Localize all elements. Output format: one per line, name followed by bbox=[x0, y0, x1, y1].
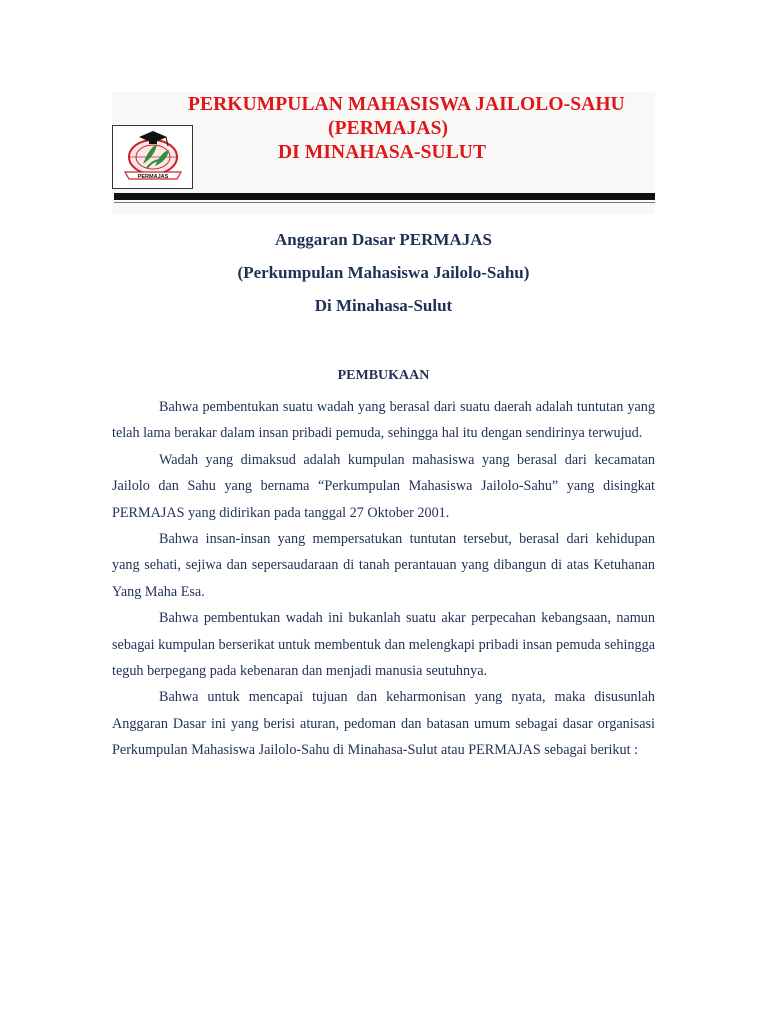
title-line2: (Perkumpulan Mahasiswa Jailolo-Sahu) bbox=[237, 263, 530, 282]
paragraph: Wadah yang dimaksud adalah kumpulan mahasiswa yang berasal dari kecamatan Jailolo dan Sahu yang bernama “Perkumpulan Mahasiswa Jailolo-Sahu” yang disingkat PERMAJAS yang didirikan pada tanggal 27 Oktober 2001. bbox=[112, 451, 655, 521]
paragraph: Bahwa pembentukan suatu wadah yang berasal dari suatu daerah adalah tuntutan yang telah lama berakar dalam insan pribadi pemuda, sehingga hal itu dengan sendirinya terwujud. bbox=[112, 399, 655, 442]
letterhead-thin-divider bbox=[114, 202, 655, 203]
permajas-logo bbox=[112, 125, 193, 189]
section-heading: PEMBUKAAN bbox=[337, 368, 430, 383]
document-title bbox=[112, 223, 655, 322]
title-line1: Anggaran Dasar PERMAJAS bbox=[275, 230, 492, 249]
letterhead-thick-divider bbox=[114, 193, 655, 200]
paragraph: Bahwa pembentukan wadah ini bukanlah suatu akar perpecahan kebangsaan, namun sebagai kumpulan berserikat untuk membentuk dan melengkapi pribadi insan pemuda sehingga teguh berpegang pada kebenaran dan menjadi manusia seutuhnya. bbox=[112, 610, 655, 680]
org-name-line3: DI MINAHASA-SULUT bbox=[278, 142, 487, 163]
paragraph: Bahwa insan-insan yang mempersatukan tuntutan tersebut, berasal dari kehidupan yang sehati, sejiwa dan sepersaudaraan di tanah perantauan yang dibangun di atas Ketuhanan Yang Maha Esa. bbox=[112, 531, 655, 600]
logo-emblem-icon bbox=[113, 126, 192, 188]
logo-text: PERMAJAS bbox=[137, 174, 169, 180]
org-name-line2: (PERMAJAS) bbox=[328, 118, 449, 139]
section-body bbox=[112, 394, 655, 764]
title-line3: Di Minahasa-Sulut bbox=[314, 296, 453, 315]
paragraph: Bahwa untuk mencapai tujuan dan keharmonisan yang nyata, maka disusunlah Anggaran Dasar ini yang berisi aturan, pedoman dan batasan umum sebagai dasar organisasi Perkumpulan Mahasiswa Jailolo-Sahu di Minahasa-Sulut atau PERMAJAS sebagai berikut : bbox=[112, 689, 655, 759]
org-name-line1: PERKUMPULAN MAHASISWA JAILOLO-SAHU bbox=[188, 94, 625, 115]
